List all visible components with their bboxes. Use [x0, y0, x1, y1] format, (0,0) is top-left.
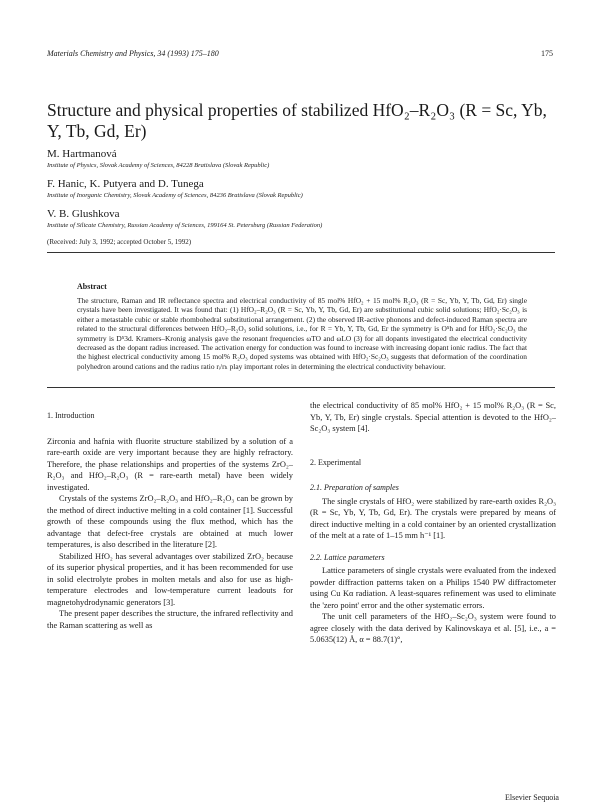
author-2: F. Hanic, K. Putyera and D. Tunega: [47, 178, 204, 190]
left-column: [47, 410, 293, 631]
abstract-top-rule: [47, 252, 555, 253]
received-dates: (Received: July 3, 1992; accepted October 5, 1992): [47, 238, 192, 246]
subsection-heading-lattice: 2.2. Lattice parameters: [310, 552, 385, 562]
paragraph: The unit cell parameters of the HfO₂–Sc₂O₃ system were found to agree closely with the data derived by Kalinovskaya et al. [5], i.e., a = 5.0635(12) Å, α = 88.7(1)°,: [310, 612, 556, 644]
abstract-text: The structure, Raman and IR reflectance spectra and electrical conductivity of 85 mol% HfO₂ + 15 mol% R₂O₃ (R = Sc, Yb, Y, Tb, Gd, Er) single crystals have been investigated. It was found that: (1) HfO₂–R₂O₃ (R = Sc, Yb, Y, Tb, Gd, Er) are substitutional cubic solid solutions; HfO₂·Sc₂O₃ is either a metastable cubic or stable rhombohedral substitutional arrangement. (2) the observed IR-active phonons and defect-induced Raman spectra are related to the structural differences between HfO₂–R₂O₃ solid solutions, i.e., for R = Yb, Y, Tb, Gd, Er the symmetry is O⁵h and for HfO₂·Sc₂O₃ the symmetry is D⁵3d. Kramers–Kronig analysis gave the resonant frequencies ωTO and ωLO (3) for all dopants investigated the electrical conductivity decreased as the dopant radius increased. The activation energy for conduction was found to increase with increasing dopant ionic radius. The fact that the highest electrical conductivity among 15 mol% R₂O₃ doped systems was obtained with HfO₂·Sc₂O₃ suggests that deformation of the coordination polyhedron around cations and the radius ratio rᵢ/rₕ play important roles in determining the electrical conductivity behaviour.: [77, 296, 527, 371]
affiliation-3: Institute of Silicate Chemistry, Russian Academy of Sciences, 199164 St. Petersburg (Russian Federation): [47, 222, 323, 229]
author-3: V. B. Glushkova: [47, 208, 120, 220]
section-heading-introduction: 1. Introduction: [47, 411, 95, 420]
article-title: Structure and physical properties of stabilized HfO₂–R₂O₃ (R = Sc, Yb, Y, Tb, Gd, Er): [47, 100, 547, 141]
paragraph: The single crystals of HfO₂ were stabilized by rare-earth oxides R₂O₃ (R = Sc, Yb, Y, Tb, Gd, Er). The crystals were prepared by means of direct inductive melting in a cold container by an oriented crystallization of the melt at a rate of 1–15 mm h⁻¹ [1].: [310, 496, 556, 540]
section-heading-experimental: 2. Experimental: [310, 457, 362, 467]
author-1: M. Hartmanová: [47, 148, 117, 160]
journal-citation: Materials Chemistry and Physics, 34 (1993) 175–180: [47, 49, 219, 58]
paragraph: Lattice parameters of single crystals were evaluated from the indexed powder diffraction patterns taken on a Philips 1540 PW diffractometer using Cu Kα radiation. A least-squares refinement was used to eliminate the 'zero point' error and the other systematic errors.: [310, 566, 556, 610]
abstract-bottom-rule: [47, 387, 555, 388]
right-column: [310, 400, 556, 646]
paragraph: The present paper describes the structure, the infrared reflectivity and the Raman scattering as well as: [47, 609, 293, 630]
paragraph: Zirconia and hafnia with fluorite structure stabilized by a solution of a rare-earth oxide are very important because they are highly refractory. Therefore, the phase relationships and properties of the systems ZrO₂–R₂O₃ and HfO₂–R₂O₃ (R = rare-earth metal) have been widely investigated.: [47, 436, 293, 492]
running-head: [47, 49, 553, 58]
subsection-heading-preparation: 2.1. Preparation of samples: [310, 483, 399, 492]
paragraph-continuation: the electrical conductivity of 85 mol% HfO₂ + 15 mol% R₂O₃ (R = Sc, Yb, Y, Tb, Er) single crystals. Special attention is devoted to the HfO₂–Sc₂O₃ system [4].: [310, 401, 556, 433]
affiliation-2: Institute of Inorganic Chemistry, Slovak Academy of Sciences, 84236 Bratislava (Slovak Republic): [47, 192, 303, 199]
page-number: 175: [541, 49, 553, 58]
affiliation-1: Institute of Physics, Slovak Academy of Sciences, 84228 Bratislava (Slovak Republic): [47, 162, 270, 169]
paragraph: Stabilized HfO₂ has several advantages over stabilized ZrO₂ because of its superior physical properties, and it has been recommended for use in solid electrolyte probes in molten metals and also for use as high-temperature electrodes and low-temperature current leadouts for magnetohydrodynamic generators [3].: [47, 551, 293, 607]
publisher-footer: Elsevier Sequoia: [505, 793, 559, 802]
abstract-box: [47, 252, 555, 392]
paragraph: Crystals of the systems ZrO₂–R₂O₃ and HfO₂–R₂O₃ can be grown by the method of direct inductive melting in a cold container [1]. Successful growth of these compounds using the flux method, which has the advantage that defect-free crystals are obtained at much lower temperatures, is also described in the literature [2].: [47, 494, 293, 549]
abstract-heading: Abstract: [77, 282, 107, 291]
